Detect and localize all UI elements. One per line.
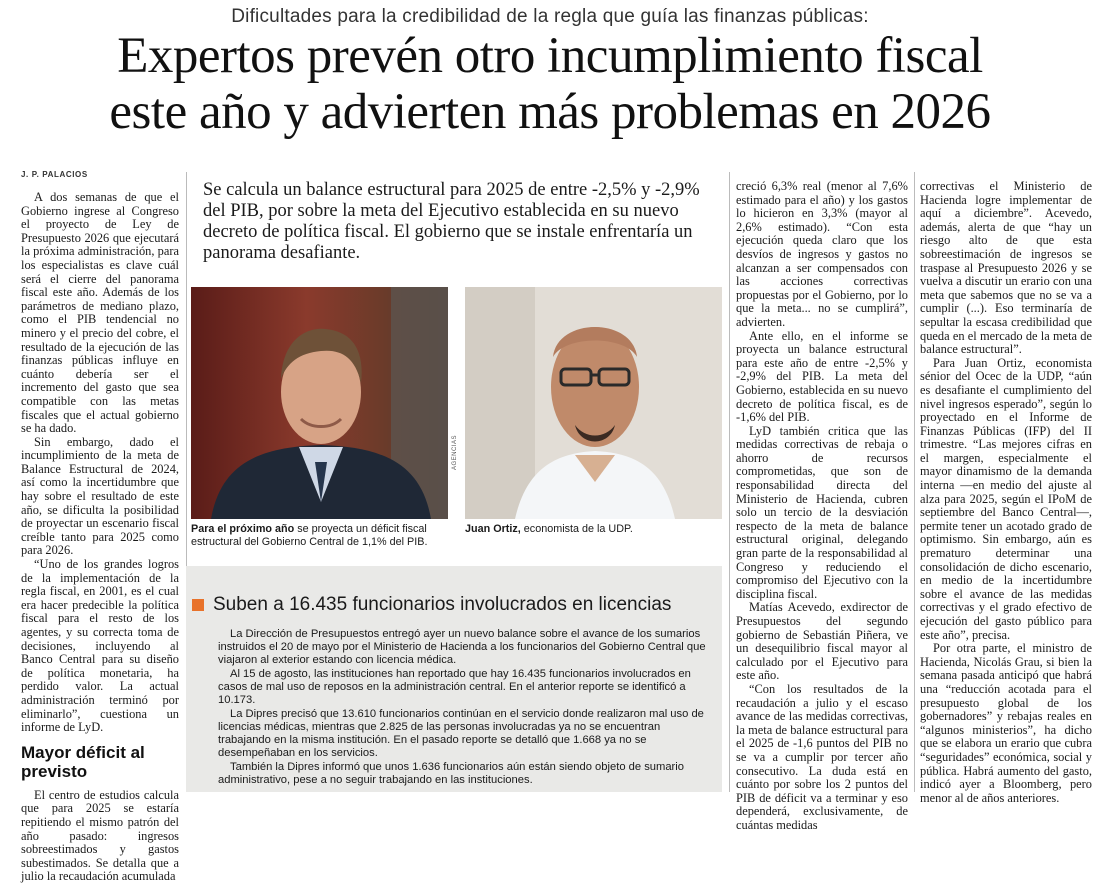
col4-paragraph: correctivas el Ministerio de Hacienda logre implementar de aquí a diciembre”. Acevedo, además, alerta de que “hay un riesgo alto de que esta sobreestimación de ingresos se traspase al Presupuesto 2026 y se vuelva a discutir un erario con una meta que sabemos que no se va a cumplir (...). Eso terminaría de sepultar la escasa credibilidad que queda en el mercado de la meta de balance estructural”.: [920, 179, 1092, 357]
caption-left-text: se proyecta un déficit fiscal estructural del Gobierno Central de 1,1% del PIB.: [191, 523, 428, 548]
sidebar-box-body: [218, 628, 710, 788]
col3-paragraph: creció 6,3% real (menor al 7,6% estimado para el año) y los gastos lo hicieron en 3,3% (mayor al 2,6% estimado). “Con esta ejecución queda claro que los desvíos de ingresos y gastos no alcanzan a ser compensados con las acciones correctivas propuestas por el Gobierno, por lo que la meta... no se cumplirá”, advierten.: [736, 179, 908, 329]
caption-left-bold: Para el próximo año: [191, 523, 295, 535]
column-3: [736, 179, 908, 832]
article-dek: Se calcula un balance estructural para 2025 de entre -2,5% y -2,9% del PIB, por sobre la meta del Ejecutivo establecida en su nuevo decreto de política fiscal. El gobierno que se instale enfrentaría un panorama desafiante.: [203, 180, 700, 263]
col4-paragraph: Por otra parte, el ministro de Hacienda, Nicolás Grau, si bien la semana pasada anticipó que habrá una “reducción acotada para el presupuesto global de los gobernadores” y rebajas reales en “algunos ministerios”, ha dicho que se elabora un erario que cubra “seguridades” económica, social y pública. Habrá aumento del gasto, indicó ayer a Bloomberg, pero menor al de años anteriores.: [920, 641, 1092, 805]
col3-paragraph: Ante ello, en el informe se proyecta un balance estructural para este año de entre -2,5% y -2,9% del PIB. La meta del Gobierno, establecida en su nuevo decreto de política fiscal, es de -1,6% del PIB.: [736, 328, 908, 425]
section-subhead: Mayor déficit al previsto: [21, 742, 145, 781]
byline: J. P. PALACIOS: [21, 170, 88, 179]
col1-paragraph: Sin embargo, dado el incumplimiento de la meta de Balance Estructural de 2024, así como la incertidumbre que hay sobre el resultado de este año, se dificulta la posibilidad de proyectar un escenario fiscal creíble tanto para 2025 como para 2026.: [21, 434, 179, 558]
headline-line-1: Expertos prevén otro incumplimiento fiscal: [117, 28, 983, 84]
col3-paragraph: LyD también critica que las medidas correctivas de rebaja o ahorro de recursos comprometidas, que son de responsabilidad directa del Ministerio de Hacienda, cubren solo un tercio de la desviación respecto de la meta de balance estructural original, delegando gran parte de la responsabilidad al Congreso y reduciendo el compromiso del Ejecutivo con la disciplina fiscal.: [736, 423, 908, 601]
column-4: [920, 179, 1092, 805]
photo-left: [191, 287, 448, 519]
box-paragraph: La Dirección de Presupuestos entregó ayer un nuevo balance sobre el avance de los sumarios instruidos el 20 de mayo por el Ministerio de Hacienda a los funcionarios del Gobierno Central que viajaron al exterior estando con licencia médica.: [218, 628, 706, 666]
col3-paragraph: “Con los resultados de la recaudación a julio y el escaso avance de las medidas correctivas, la meta de balance estructural para el 2025 de -1,6 puntos del PIB no se va a cumplir por tercer año consecutivo. La duda está en cuánto por sobre los 2 puntos del PIB de déficit va a terminar y eso dependerá, exclusivamente, de cuántas medidas: [736, 681, 908, 832]
caption-right-bold: Juan Ortiz,: [465, 523, 521, 535]
col4-paragraph: Para Juan Ortiz, economista sénior del Ocec de la UDP, “aún es desafiante el cumplimiento del nivel ingresos esperado”, según lo proyectado en el Informe de Finanzas Públicas (IFP) del II trimestre. “Las mejores cifras en el margen, especialmente el mayor dinamismo de la demanda interna —en medio del ajuste al alza para 2025, según el IPoM de septiembre del Banco Central—, permite tener un acotado grado de optimismo. Sin embargo, aún es prematuro determinar una consolidación de dicho escenario, en medio de la incertidumbre sobre el avance de las medidas correctivas y el grado efectivo de ejecución del gasto público para este año”, precisa.: [920, 355, 1092, 642]
photo-right-caption: [465, 523, 725, 536]
col1-paragraph: El centro de estudios calcula que para 2025 se estaría repitiendo el mismo patrón del año pasado: ingresos sobreestimados y gastos subestimados. Se detalla que a julio la recaudación acumulada: [21, 787, 179, 884]
column-1: [21, 190, 179, 884]
orange-square-icon: [192, 599, 204, 611]
photo-right: [465, 287, 722, 519]
caption-right-text: economista de la UDP.: [520, 523, 633, 535]
col1-paragraph: “Uno de los grandes logros de la implementación de la regla fiscal, en 2001, es el cual era hacer predecible la política fiscal para el resto de los agentes, y su correcta toma de decisiones, incluyendo al Banco Central para su diseño de política monetaria, ha perdido valor. La actual administración terminó por eliminarlo”, cuestiona un informe de LyD.: [21, 557, 179, 735]
photo-left-image: [191, 287, 448, 519]
photo-right-image: [465, 287, 722, 519]
photo-left-caption: [191, 523, 451, 549]
photo-credit: AGENCIAS: [452, 434, 458, 470]
box-paragraph: La Dipres precisó que 13.610 funcionarios continúan en el servicio donde realizaron mal uso de licencias médicas, mientras que 2.825 de las personas involucradas ya no se encuentran trabajando en la misma institución. En el pasado reporte se detalló que 1.668 ya no se desempeñaban en los servicios.: [218, 708, 704, 759]
sidebar-box-title: [192, 594, 671, 616]
headline-line-2: este año y advierten más problemas en 2026: [109, 84, 991, 140]
column-divider: [914, 172, 915, 792]
box-paragraph: También la Dipres informó que unos 1.636 funcionarios aún están siendo objeto de sumario administrativo, pese a no seguir trabajando en las instituciones.: [218, 761, 684, 786]
article-headline: [10, 28, 1090, 140]
box-title-text: Suben a 16.435 funcionarios involucrados en licencias: [213, 594, 672, 615]
col3-paragraph: Matías Acevedo, exdirector de Presupuestos del segundo gobierno de Sebastián Piñera, ve un desequilibrio fiscal mayor al calculado por el Ejecutivo para este año.: [736, 600, 908, 683]
box-paragraph: Al 15 de agosto, las instituciones han reportado que hay 16.435 funcionarios involucrados en casos de mal uso de reposos en la administración central. En el anterior reporte se identificó a 10.173.: [218, 668, 691, 706]
column-divider: [729, 172, 730, 792]
article-kicker: Dificultades para la credibilidad de la regla que guía las finanzas públicas:: [231, 6, 869, 27]
col1-paragraph: A dos semanas de que el Gobierno ingrese al Congreso el proyecto de Ley de Presupuesto 2026 que ejecutará la próxima administración, para los especialistas es clave cuál será el cierre del panorama fiscal este año. Además de los parámetros de mediano plazo, como el PIB tendencial no minero y el precio del cobre, el resultado de la ejecución de las finanzas públicas influye en cuánto debería ser el incremento del gasto que sea compatible con las metas fiscales que el actual gobierno se ha dado.: [21, 190, 179, 436]
